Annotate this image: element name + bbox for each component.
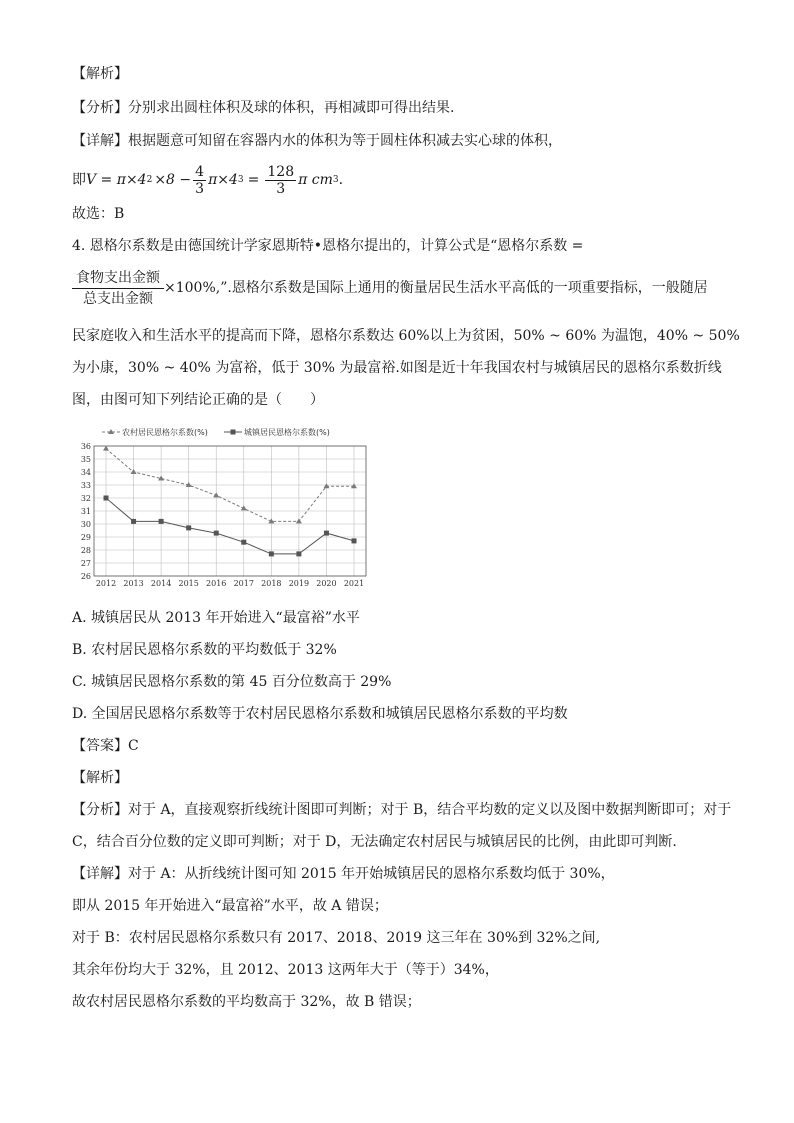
y-tick-27: 27 — [80, 559, 91, 568]
series-0-point-2013 — [131, 469, 137, 474]
x-tick-2013: 2013 — [123, 579, 144, 588]
analysis-text: 分别求出圆柱体积及球的体积，再相减即可得出结果. — [128, 100, 455, 116]
chart-series — [103, 446, 357, 557]
detail-1 — [72, 131, 562, 151]
series-0-point-2020 — [323, 483, 329, 488]
formula-tail: π cm — [298, 172, 333, 188]
q4-line-5: 图，由图可知下列结论正确的是（ ） — [72, 392, 324, 408]
frac1-den: 3 — [195, 180, 205, 197]
series-1-point-2021 — [352, 538, 357, 543]
x-tick-2021: 2021 — [343, 579, 365, 588]
q4-line-2 — [72, 266, 708, 310]
series-1-point-2018 — [269, 551, 274, 556]
analysis-2-line-1 — [72, 800, 731, 820]
formula-frac-1 — [193, 164, 206, 197]
option-a: A. 城镇居民从 2013 年开始进入“最富裕”水平 — [72, 610, 360, 626]
series-0-point-2019 — [296, 518, 302, 523]
series-1-point-2013 — [131, 519, 136, 524]
answer-tag: 【答案】 — [72, 738, 128, 754]
series-1-point-2019 — [296, 551, 301, 556]
detail-2-text: 对于 A：从折线统计图可知 2015 年开始城镇居民的恩格尔系数均低于 30%， — [128, 866, 615, 882]
answer-1: 故选：B — [72, 206, 125, 222]
x-tick-2015: 2015 — [178, 579, 199, 588]
q4-frac-den: 总支出金额 — [83, 290, 153, 307]
engel-line-chart — [74, 420, 370, 590]
x-tick-2019: 2019 — [288, 579, 310, 588]
series-1-point-2020 — [324, 531, 329, 536]
option-d: D. 全国居民恩格尔系数等于农村居民恩格尔系数和城镇居民恩格尔系数的平均数 — [72, 706, 568, 722]
legend-rural-label: 农村居民恩格尔系数(%) — [122, 428, 208, 437]
q4-line-2-text: ×100%,”.恩格尔系数是国际上通用的衡量居民生活水平高低的一项重要指标，一般随居 — [164, 280, 708, 296]
analysis-2-tag: 【分析】 — [72, 802, 128, 818]
y-tick-29: 29 — [80, 533, 91, 542]
series-0-point-2021 — [351, 483, 357, 488]
chart-legend — [102, 427, 330, 437]
formula-line — [72, 162, 343, 198]
formula-frac-2 — [265, 164, 296, 197]
series-1-point-2012 — [104, 496, 109, 501]
detail-2-line-4: 其余年份均大于 32%，且 2012、2013 这两年大于（等于）34%， — [72, 962, 499, 978]
analysis-2-line-2: C，结合百分位数的定义即可判断；对于 D，无法确定农村居民与城镇居民的比例，由此即可判断. — [72, 834, 677, 850]
y-tick-36: 36 — [80, 442, 91, 451]
formula-exp3: 3 — [332, 175, 339, 185]
y-tick-labels — [81, 442, 91, 581]
detail-2-tag: 【详解】 — [72, 866, 128, 882]
formula-mid: ×8 − — [154, 172, 192, 188]
formula-pi4: π×4 — [208, 172, 238, 188]
x-tick-2012: 2012 — [95, 579, 117, 588]
x-tick-2017: 2017 — [233, 579, 254, 588]
answer-2 — [72, 736, 139, 756]
q4-frac-num: 食物支出金额 — [72, 268, 164, 289]
y-tick-33: 33 — [80, 481, 91, 490]
x-tick-2014: 2014 — [150, 579, 172, 588]
jiexi-heading-1: 【解析】 — [72, 66, 128, 82]
detail-text: 根据题意可知留在容器内水的体积为等于圆柱体积减去实心球的体积， — [128, 133, 562, 149]
series-1-point-2016 — [214, 531, 219, 536]
y-tick-35: 35 — [80, 455, 91, 464]
q4-line-3: 民家庭收入和生活水平的提高而下降，恩格尔系数达 60%以上为贫困，50% ~ 60% 为温饱，40% ~ 50% — [72, 328, 740, 344]
frac2-num: 128 — [267, 163, 295, 180]
formula-exp2: 3 — [237, 175, 244, 185]
formula-eq: = — [247, 172, 260, 188]
q4-line-1: 4. 恩格尔系数是由德国统计学家恩斯特•恩格尔提出的，计算公式是“恩格尔系数 = — [72, 238, 584, 254]
analysis-2-text: 对于 A，直接观察折线统计图即可判断；对于 B，结合平均数的定义以及图中数据判断即可；对于 — [128, 802, 732, 818]
y-tick-32: 32 — [80, 494, 91, 503]
frac2-den: 3 — [276, 180, 286, 197]
legend-urban-label: 城镇居民恩格尔系数(%) — [244, 428, 330, 437]
y-tick-31: 31 — [80, 507, 91, 516]
x-tick-2016: 2016 — [206, 579, 227, 588]
detail-tag: 【详解】 — [72, 133, 128, 149]
series-1-point-2017 — [241, 540, 246, 545]
answer-value: C — [128, 738, 139, 754]
y-tick-26: 26 — [80, 572, 91, 581]
series-1-line — [106, 498, 354, 554]
formula-exp1: 2 — [146, 175, 153, 185]
detail-2-line-5: 故农村居民恩格尔系数的平均数高于 32%，故 B 错误； — [72, 994, 421, 1010]
option-b: B. 农村居民恩格尔系数的平均数低于 32% — [72, 642, 337, 658]
y-tick-34: 34 — [80, 468, 91, 477]
x-tick-2020: 2020 — [316, 579, 337, 588]
detail-2-line-3: 对于 B：农村居民恩格尔系数只有 2017、2018、2019 这三年在 30%到 32%之间, — [72, 930, 601, 946]
analysis-1 — [72, 98, 454, 118]
q4-line-4: 为小康，30% ~ 40% 为富裕，低于 30% 为最富裕.如图是近十年我国农村与城镇居民的恩格尔系数折线 — [72, 360, 722, 376]
option-c: C. 城镇居民恩格尔系数的第 45 百分位数高于 29% — [72, 674, 392, 690]
q4-fraction — [72, 268, 164, 309]
detail-2-line-2: 即从 2015 年开始进入“最富裕”水平，故 A 错误； — [72, 898, 388, 914]
jiexi-heading-2: 【解析】 — [72, 770, 128, 786]
y-tick-28: 28 — [80, 546, 91, 555]
series-1-point-2014 — [159, 519, 164, 524]
x-tick-2018: 2018 — [261, 579, 282, 588]
formula-prefix: 即 — [72, 172, 86, 188]
detail-2-line-1 — [72, 864, 615, 884]
legend-urban-marker — [231, 430, 236, 435]
frac1-num: 4 — [195, 163, 205, 180]
y-tick-30: 30 — [80, 520, 91, 529]
formula-lhs: V = π×4 — [86, 172, 147, 188]
analysis-tag: 【分析】 — [72, 100, 128, 116]
series-1-point-2015 — [186, 525, 191, 530]
chart-grid — [94, 446, 366, 576]
x-tick-labels — [96, 579, 364, 588]
formula-dot: . — [338, 172, 344, 188]
